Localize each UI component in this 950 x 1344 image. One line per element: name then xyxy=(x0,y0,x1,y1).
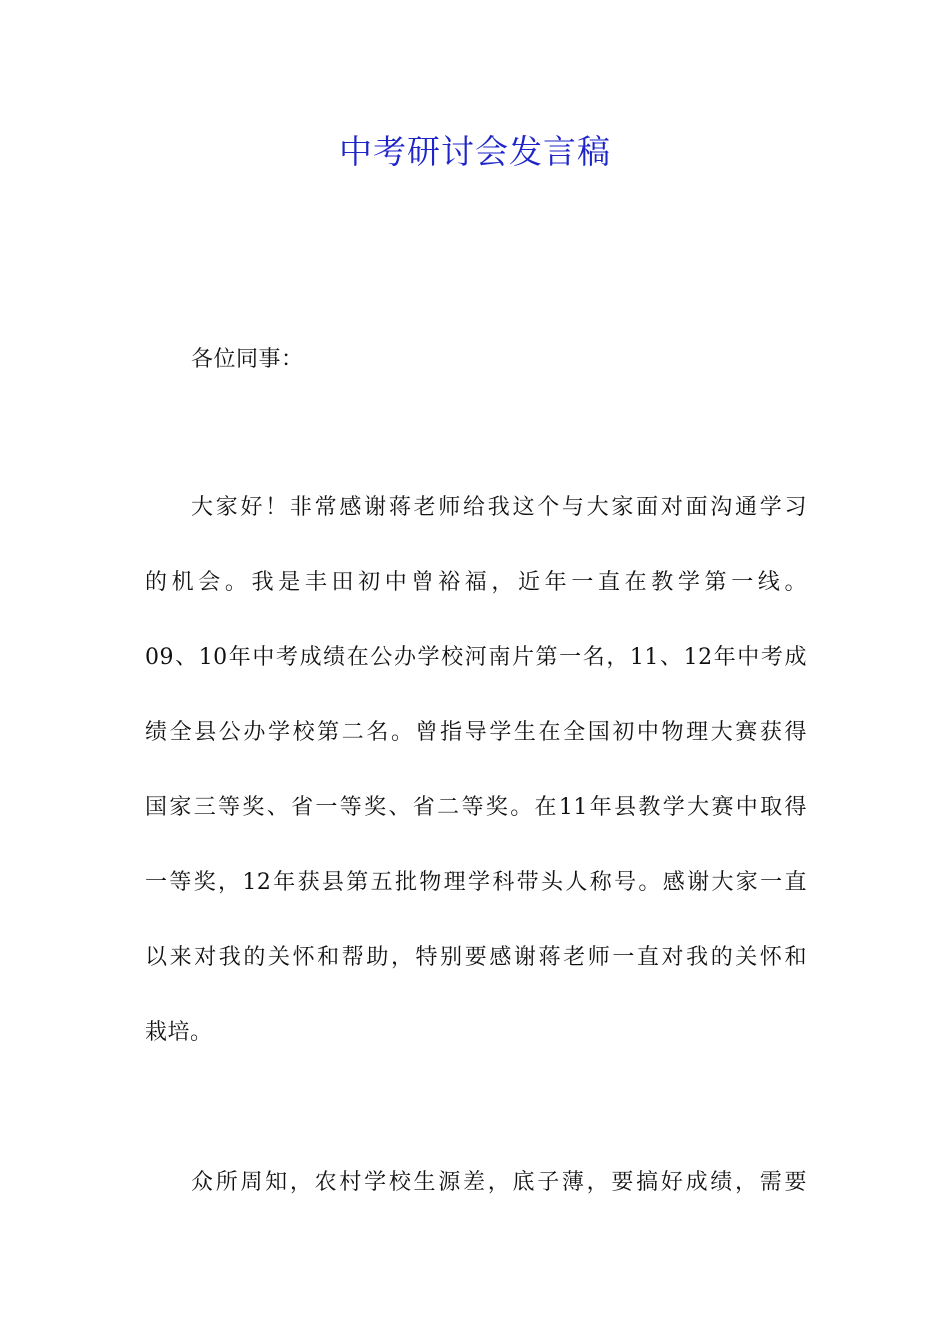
paragraph-line: 国家三等奖、省一等奖、省二等奖。在11年县教学大赛中取得 xyxy=(145,795,807,820)
paragraph-line: 09、10年中考成绩在公办学校河南片第一名，11、12年中考成 xyxy=(145,645,807,670)
paragraph-line: 以来对我的关怀和帮助，特别要感谢蒋老师一直对我的关怀和 xyxy=(145,945,807,970)
paragraph-line: 大家好！非常感谢蒋老师给我这个与大家面对面沟通学习 xyxy=(191,495,807,520)
paragraph-line: 的机会。我是丰田初中曾裕福，近年一直在教学第一线。 xyxy=(145,570,807,595)
paragraph-line: 一等奖，12年获县第五批物理学科带头人称号。感谢大家一直 xyxy=(145,870,807,895)
paragraph-1 xyxy=(145,470,807,1070)
paragraph-2 xyxy=(145,1145,807,1220)
document-title: 中考研讨会发言稿 xyxy=(339,132,611,171)
paragraph-line: 栽培。 xyxy=(145,1020,213,1045)
paragraph-line: 众所周知，农村学校生源差，底子薄，要搞好成绩，需要 xyxy=(191,1170,807,1195)
paragraph-line: 绩全县公办学校第二名。曾指导学生在全国初中物理大赛获得 xyxy=(145,720,807,745)
greeting-line: 各位同事： xyxy=(191,347,304,372)
